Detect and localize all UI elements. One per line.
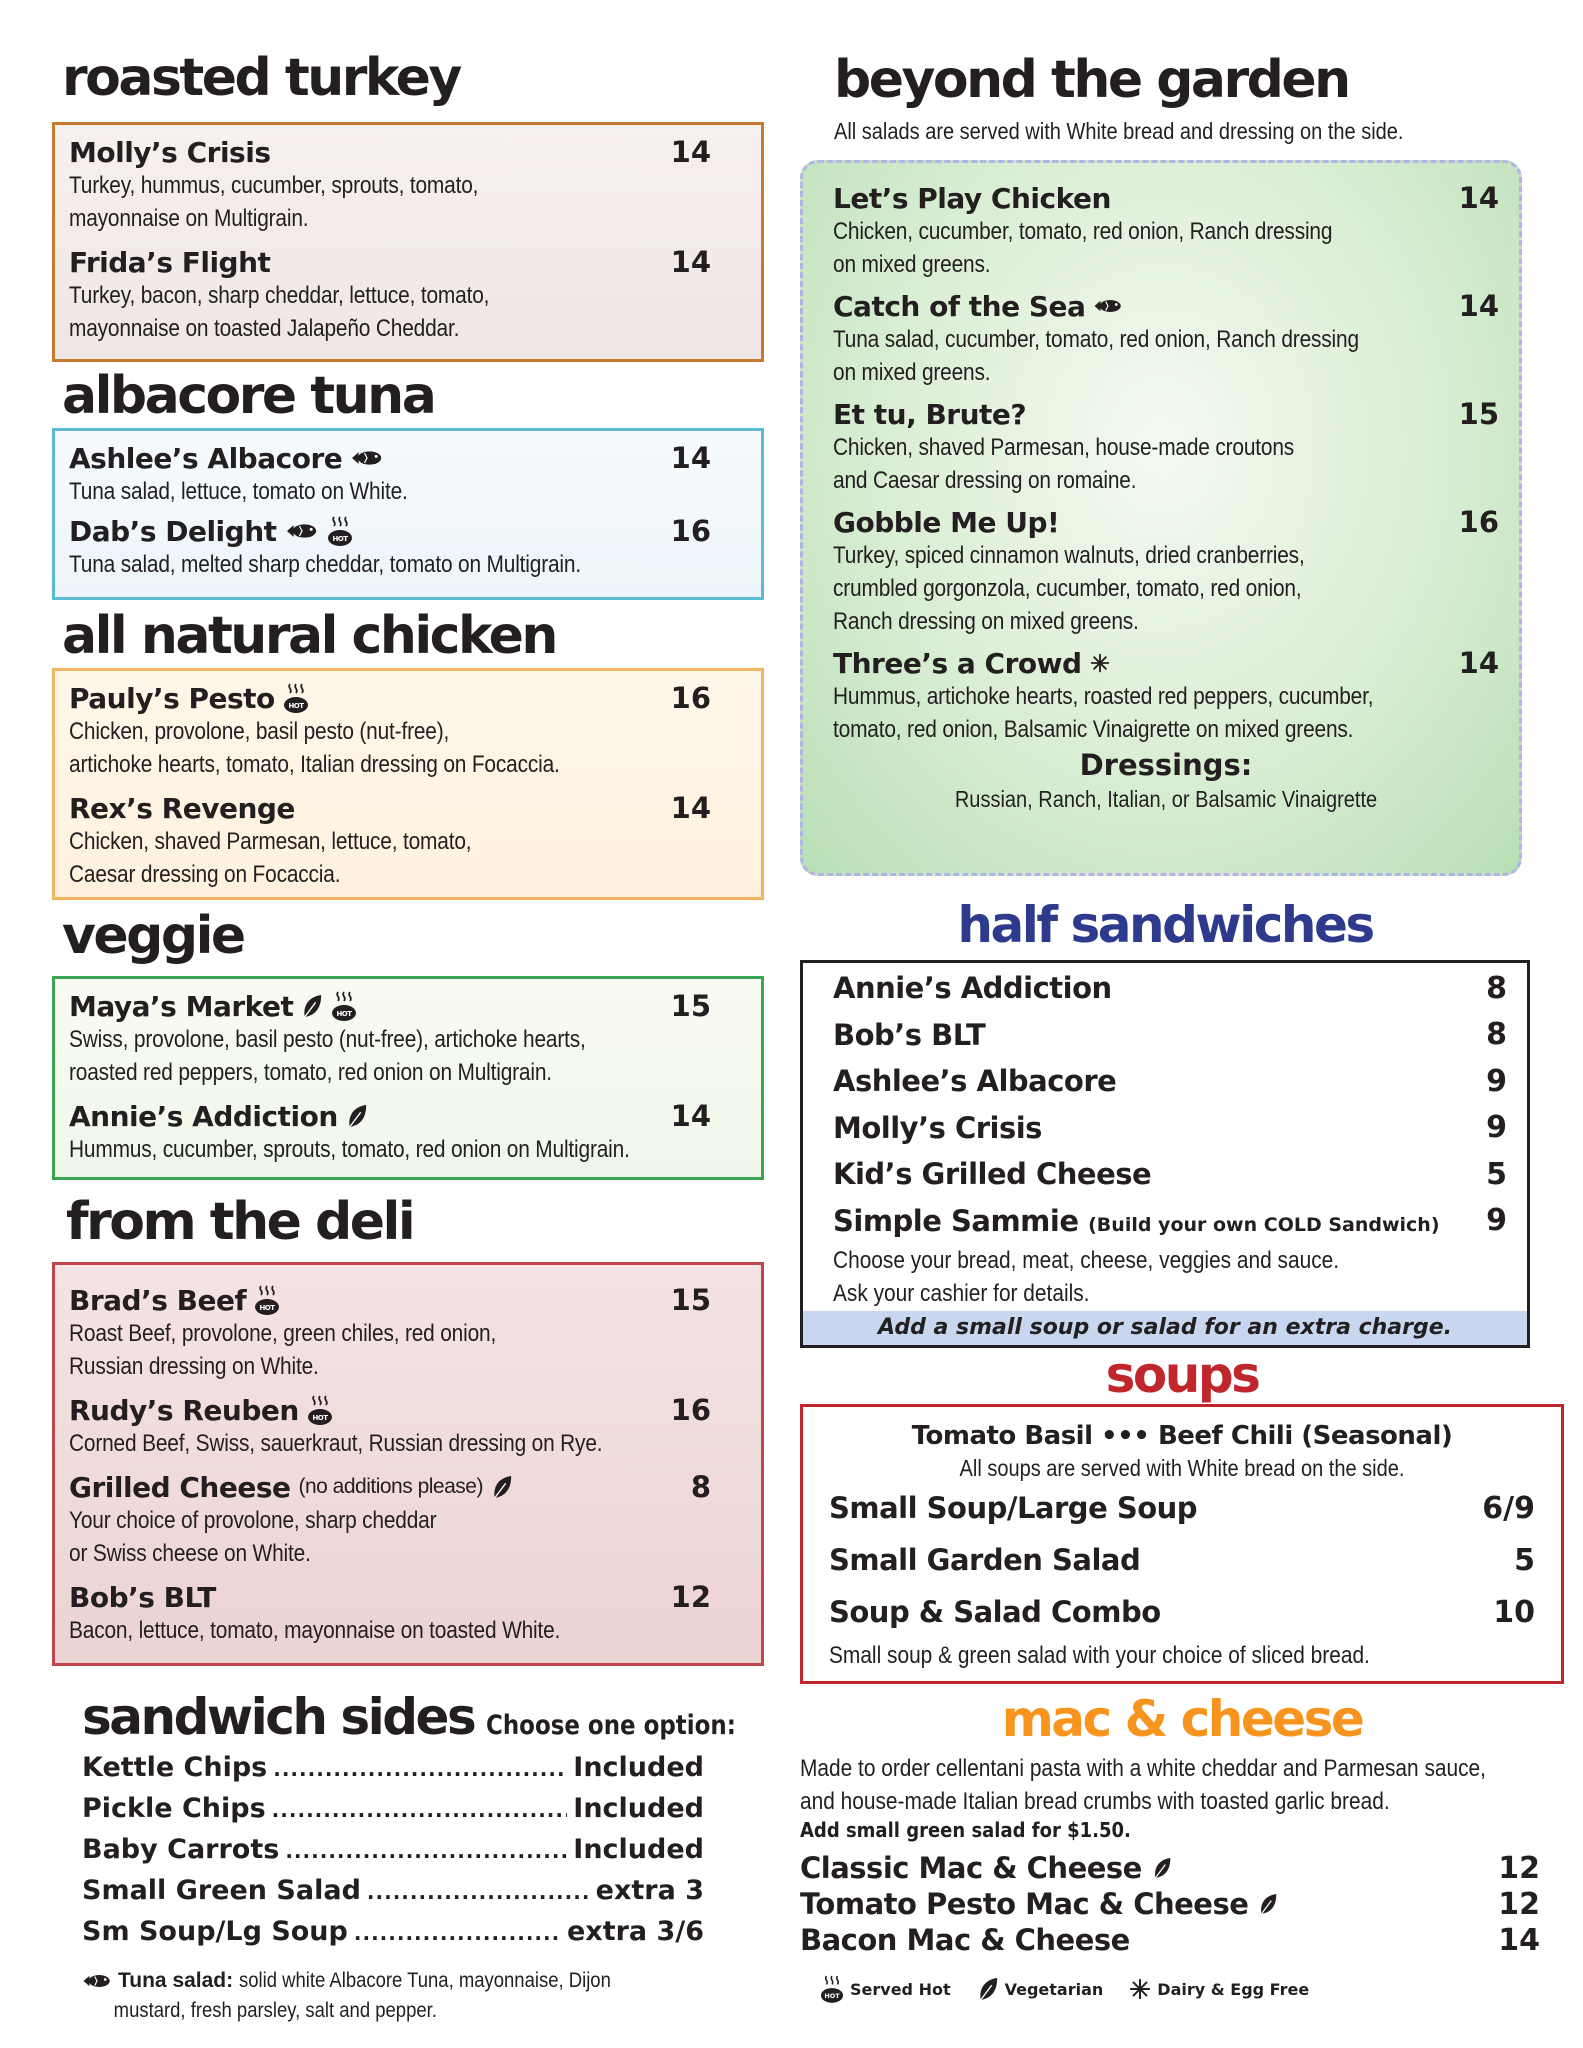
- item-price: 5: [1514, 1542, 1535, 1578]
- item-name: Frida’s Flight: [69, 245, 271, 279]
- hot-icon: [283, 682, 309, 714]
- item-name: Molly’s Crisis: [833, 1110, 1042, 1145]
- item-description: Turkey, spiced cinnamon walnuts, dried cranberries, crumbled gorgonzola, cucumber, tomato, red onion, Ranch dressing on mixed greens.: [833, 542, 1305, 635]
- item-description: Hummus, artichoke hearts, roasted red peppers, cucumber, tomato, red onion, Balsamic Vinaigrette on mixed greens.: [833, 683, 1374, 743]
- sides-subtitle: Choose one option:: [486, 1710, 737, 1741]
- item-name: Tomato Pesto Mac & Cheese: [800, 1887, 1249, 1921]
- item-price: 16: [670, 1393, 711, 1427]
- veggie-box: [52, 976, 764, 1180]
- half-item[interactable]: [833, 1151, 1507, 1198]
- item-price: 14: [670, 441, 711, 475]
- item-name: Maya’s Market: [69, 989, 294, 1023]
- item-name: Ashlee’s Albacore: [69, 441, 343, 475]
- item-name: Molly’s Crisis: [69, 135, 271, 169]
- soup-names: Tomato Basil ••• Beef Chili (Seasonal): [911, 1421, 1453, 1451]
- item-price: 8: [1486, 1017, 1507, 1053]
- asterisk-icon: [1090, 653, 1110, 673]
- item-price: 12: [1498, 1886, 1540, 1922]
- leaf-icon: [491, 1474, 513, 1500]
- menu-item[interactable]: [833, 646, 1499, 746]
- item-price: 8: [690, 1470, 711, 1504]
- item-name: Catch of the Sea: [833, 289, 1086, 323]
- legend-veg-label: Vegetarian: [1004, 1979, 1104, 1999]
- item-price: 8: [1486, 970, 1507, 1006]
- hot-icon: [307, 1394, 333, 1426]
- item-name: Small Garden Salad: [829, 1543, 1141, 1577]
- leader-dots: [354, 1921, 561, 1945]
- item-price: 14: [670, 1099, 711, 1133]
- soup-combo-note: Small soup & green salad with your choice of sliced bread.: [829, 1642, 1370, 1669]
- item-description: Chicken, provolone, basil pesto (nut-free), artichoke hearts, tomato, Italian dressing on Focaccia.: [69, 718, 560, 778]
- side-option[interactable]: [82, 1752, 704, 1793]
- menu-item[interactable]: [69, 135, 747, 235]
- item-name: Dab’s Delight: [69, 514, 277, 548]
- beyond-the-garden-box: [800, 160, 1522, 876]
- side-name: Pickle Chips: [82, 1793, 266, 1824]
- menu-item[interactable]: [69, 245, 747, 345]
- section-title-roasted-turkey: roasted turkey: [62, 48, 460, 108]
- item-price: 15: [1458, 397, 1499, 431]
- leaf-icon: [301, 993, 323, 1019]
- leader-dots: [285, 1839, 567, 1863]
- section-title-veggie: veggie: [62, 906, 244, 966]
- item-name: Bob’s BLT: [69, 1580, 216, 1614]
- item-name: Brad’s Beef: [69, 1283, 247, 1317]
- item-description: Chicken, cucumber, tomato, red onion, Ranch dressing on mixed greens.: [833, 218, 1333, 278]
- item-price: 15: [670, 1283, 711, 1317]
- item-description: Chicken, shaved Parmesan, house-made croutons and Caesar dressing on romaine.: [833, 434, 1295, 494]
- tuna-salad-note: [82, 1966, 742, 2026]
- item-name: Rex’s Revenge: [69, 791, 295, 825]
- item-name: Pauly’s Pesto: [69, 681, 275, 715]
- soups-header: [800, 1346, 1564, 1404]
- item-price: 5: [1486, 1156, 1507, 1192]
- item-price: 14: [1458, 289, 1499, 323]
- half-item[interactable]: [833, 1105, 1507, 1152]
- legend-vegetarian: [977, 1976, 1104, 2002]
- menu-item[interactable]: [69, 1283, 747, 1383]
- add-soup-salad-banner: Add a small soup or salad for an extra charge.: [803, 1311, 1527, 1345]
- side-price: Included: [573, 1834, 704, 1865]
- mac-item[interactable]: [800, 1886, 1560, 1922]
- side-price: Included: [573, 1793, 704, 1824]
- side-price: Included: [573, 1752, 704, 1783]
- item-description: Chicken, shaved Parmesan, lettuce, tomato, Caesar dressing on Focaccia.: [69, 828, 472, 888]
- item-name: Let’s Play Chicken: [833, 181, 1111, 215]
- item-description: Turkey, hummus, cucumber, sprouts, tomato, mayonnaise on Multigrain.: [69, 172, 479, 232]
- item-price: 6/9: [1482, 1490, 1535, 1526]
- menu-item[interactable]: [69, 791, 747, 891]
- sides-list: [82, 1752, 704, 1957]
- legend-hot-label: Served Hot: [850, 1979, 951, 1999]
- leader-dots: [272, 1798, 568, 1822]
- item-name: Small Soup/Large Soup: [829, 1491, 1198, 1525]
- item-description: Tuna salad, melted sharp cheddar, tomato on Multigrain.: [69, 551, 581, 578]
- item-description: Corned Beef, Swiss, sauerkraut, Russian dressing on Rye.: [69, 1430, 603, 1457]
- item-price: 14: [670, 135, 711, 169]
- mac-salad-note: Add small green salad for $1.50.: [800, 1818, 1131, 1842]
- item-price: 10: [1493, 1594, 1535, 1630]
- item-description: Roast Beef, provolone, green chiles, red onion, Russian dressing on White.: [69, 1320, 497, 1380]
- side-name: Kettle Chips: [82, 1752, 268, 1783]
- soups-subtitle: All soups are served with White bread on the side.: [959, 1455, 1405, 1481]
- fish-icon: [82, 1972, 112, 1990]
- side-option[interactable]: [82, 1875, 704, 1916]
- roasted-turkey-box: [52, 122, 764, 362]
- item-name: Kid’s Grilled Cheese: [833, 1157, 1152, 1192]
- item-price: 9: [1486, 1110, 1507, 1146]
- side-name: Sm Soup/Lg Soup: [82, 1916, 348, 1947]
- hot-icon: [254, 1284, 280, 1316]
- menu-item[interactable]: [69, 989, 747, 1089]
- hot-icon: [327, 515, 353, 547]
- menu-item[interactable]: [833, 397, 1499, 497]
- hot-icon: [331, 990, 357, 1022]
- item-name: Simple Sammie: [833, 1203, 1079, 1238]
- hot-icon: [820, 1974, 844, 2004]
- mac-section: [800, 1752, 1560, 1958]
- icon-legend: [820, 1974, 1309, 2004]
- menu-item[interactable]: [833, 181, 1499, 281]
- item-note: (Build your own COLD Sandwich): [1088, 1213, 1440, 1236]
- leaf-icon: [1152, 1856, 1172, 1880]
- side-price: extra 3: [595, 1875, 704, 1906]
- item-name: Annie’s Addiction: [69, 1099, 338, 1133]
- dressings-list: Russian, Ranch, Italian, or Balsamic Vinaigrette: [954, 786, 1378, 812]
- item-note: (no additions please): [298, 1475, 483, 1498]
- soup-item[interactable]: [829, 1586, 1535, 1638]
- item-description: Choose your bread, meat, cheese, veggies and sauce. Ask your cashier for details.: [833, 1247, 1340, 1307]
- item-description: Swiss, provolone, basil pesto (nut-free), artichoke hearts, roasted red peppers, tomato, red onion on Multigrain.: [69, 1026, 586, 1086]
- leaf-icon: [1258, 1892, 1278, 1916]
- item-description: Tuna salad, cucumber, tomato, red onion, Ranch dressing on mixed greens.: [833, 326, 1359, 386]
- tuna-note-text: solid white Albacore Tuna, mayonnaise, Dijon: [239, 1969, 612, 1992]
- soup-item[interactable]: [829, 1534, 1535, 1586]
- half-item[interactable]: [833, 965, 1507, 1012]
- mac-item[interactable]: [800, 1922, 1560, 1958]
- soup-item[interactable]: [829, 1482, 1535, 1534]
- menu-item[interactable]: [69, 514, 747, 581]
- menu-item[interactable]: [833, 289, 1499, 389]
- item-price: 14: [670, 245, 711, 279]
- section-title-half-sandwiches: half sandwiches: [957, 896, 1373, 954]
- half-item[interactable]: [833, 1058, 1507, 1105]
- side-name: Small Green Salad: [82, 1875, 361, 1906]
- salads-subtitle: All salads are served with White bread and dressing on the side.: [834, 118, 1404, 144]
- item-price: 16: [670, 681, 711, 715]
- half-item[interactable]: [833, 1012, 1507, 1059]
- half-sandwiches-header: [800, 896, 1530, 954]
- tuna-note-text-2: mustard, fresh parsley, salt and pepper.: [113, 1999, 437, 2022]
- soups-box: [800, 1404, 1564, 1684]
- side-option[interactable]: [82, 1834, 704, 1875]
- menu-item[interactable]: [833, 505, 1499, 638]
- leaf-icon: [977, 1976, 999, 2002]
- item-description: Turkey, bacon, sharp cheddar, lettuce, tomato, mayonnaise on toasted Jalapeño Cheddar.: [69, 282, 490, 342]
- section-title-all-natural-chicken: all natural chicken: [62, 606, 556, 666]
- item-price: 14: [1458, 181, 1499, 215]
- item-price: 9: [1486, 1203, 1507, 1239]
- half-sandwiches-box: [800, 960, 1530, 1348]
- item-description: Tuna salad, lettuce, tomato on White.: [69, 478, 408, 505]
- item-name: Gobble Me Up!: [833, 505, 1060, 539]
- fish-icon: [350, 448, 384, 468]
- item-description: Hummus, cucumber, sprouts, tomato, red onion on Multigrain.: [69, 1136, 630, 1163]
- item-price: 16: [670, 514, 711, 548]
- item-name: Rudy’s Reuben: [69, 1393, 299, 1427]
- item-name: Grilled Cheese: [69, 1470, 291, 1504]
- item-price: 14: [670, 791, 711, 825]
- menu-item[interactable]: [69, 441, 747, 508]
- section-title-mac-and-cheese: mac & cheese: [1001, 1690, 1363, 1748]
- item-description: Bacon, lettuce, tomato, mayonnaise on toasted White.: [69, 1617, 561, 1644]
- section-title-soups: soups: [1105, 1346, 1259, 1404]
- side-name: Baby Carrots: [82, 1834, 280, 1865]
- item-price: 15: [670, 989, 711, 1023]
- leader-dots: [367, 1880, 590, 1904]
- legend-hot: [820, 1974, 951, 2004]
- item-name: Bob’s BLT: [833, 1017, 986, 1052]
- item-description: Your choice of provolone, sharp cheddar or Swiss cheese on White.: [69, 1507, 437, 1567]
- asterisk-icon: [1129, 1978, 1151, 2000]
- item-name: Et tu, Brute?: [833, 397, 1027, 431]
- fish-icon: [285, 521, 319, 541]
- item-name: Classic Mac & Cheese: [800, 1851, 1142, 1885]
- item-price: 12: [1498, 1850, 1540, 1886]
- side-option[interactable]: [82, 1793, 704, 1834]
- section-title-from-the-deli: from the deli: [66, 1192, 414, 1252]
- menu-item[interactable]: [69, 681, 747, 781]
- from-the-deli-box: [52, 1262, 764, 1666]
- leaf-icon: [346, 1103, 368, 1129]
- all-natural-chicken-box: [52, 668, 764, 900]
- albacore-tuna-box: [52, 428, 764, 600]
- menu-item[interactable]: [69, 1393, 747, 1460]
- mac-description: Made to order cellentani pasta with a white cheddar and Parmesan sauce, and house-made Italian bread crumbs with toasted garlic bread.: [800, 1755, 1486, 1815]
- mac-item[interactable]: [800, 1850, 1560, 1886]
- side-option[interactable]: [82, 1916, 704, 1957]
- item-price: 16: [1458, 505, 1499, 539]
- menu-item[interactable]: [69, 1099, 747, 1166]
- item-price: 14: [1498, 1922, 1540, 1958]
- leader-dots: [273, 1757, 567, 1781]
- item-price: 14: [1458, 646, 1499, 680]
- half-item[interactable]: [833, 1198, 1507, 1245]
- item-price: 12: [670, 1580, 711, 1614]
- item-name: Soup & Salad Combo: [829, 1595, 1161, 1629]
- section-title-beyond-the-garden: beyond the garden: [834, 50, 1349, 110]
- menu-item[interactable]: [69, 1470, 747, 1570]
- tuna-note-label: Tuna salad:: [118, 1969, 234, 1992]
- section-title-albacore-tuna: albacore tuna: [62, 366, 435, 426]
- item-price: 9: [1486, 1063, 1507, 1099]
- item-name: Annie’s Addiction: [833, 971, 1112, 1006]
- section-title-sandwich-sides: sandwich sides: [82, 1688, 475, 1746]
- mac-header: [800, 1690, 1564, 1748]
- fish-icon: [1093, 297, 1123, 315]
- item-name: Three’s a Crowd: [833, 646, 1082, 680]
- side-price: extra 3/6: [566, 1916, 704, 1947]
- legend-dairy-egg-free: [1129, 1978, 1309, 2000]
- legend-free-label: Dairy & Egg Free: [1157, 1979, 1310, 1999]
- item-name: Bacon Mac & Cheese: [800, 1923, 1130, 1957]
- sides-header: [82, 1688, 780, 1746]
- item-name: Ashlee’s Albacore: [833, 1064, 1117, 1099]
- menu-item[interactable]: [69, 1580, 747, 1647]
- dressings-title: Dressings:: [1079, 748, 1253, 782]
